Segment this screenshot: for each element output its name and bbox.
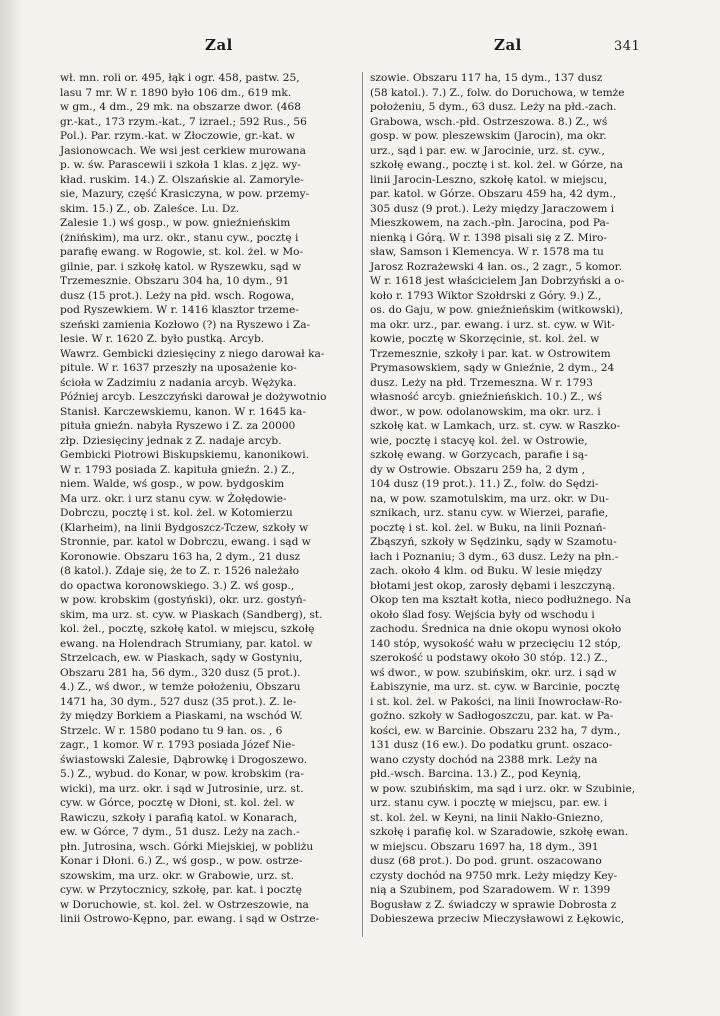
page-number: 341: [614, 39, 641, 54]
left-column-text: wł. mn. roli or. 495, łąk i ogr. 458, pastw. 25, lasu 7 mr. W r. 1890 było 106 dm., 619 mk. w gm., 4 dm., 29 mk. na obszarze dwor. (468 gr.-kat., 173 rzym.-kat., 7 izrael.; 592 Rus., 56 Pol.). Par. rzym.-kat. w Złoczowie, gr.-kat. w Jasionowcach. We wsi jest cerkiew murowana p. w. św. Parascewii i szkoła 1 klas. z jęz. wy- kład. ruskim. 14.) Z. Olszańskie al. Zamoryle- sie, Mazury, część Krasiczyna, w pow. przemy- skim. 15.) Z., ob. Zaleśce. Lu. Dz. Zalesie 1.) wś gosp., w pow. gnieźnieńskim (żnińskim), ma urz. okr., stanu cyw., pocztę i parafię ewang. w Rogowie, st. kol. żel. w Mo- gilnie, par. i szkołę katol. w Ryszewku, sąd w Trzemesznie. Obszaru 304 ha, 10 dym., 91 dusz (15 prot.). Leży na płd. wsch. Rogowa, pod Ryszewkiem. W r. 1416 klasztor trzeme- szeński zamienia Kozłowo (?) na Ryszewo i Za- lesie. W r. 1620 Z. było pustką. Arcyb. Wawrz. Gembicki dziesięciny z niego darował ka- pitule. W r. 1637 przeszły na uposażenie ko- ścioła w Zadzimiu z nadania arcyb. Wężyka. Później arcyb. Leszczyński darował je dożywotnio Stanisł. Karczewskiemu, kanon. W r. 1645 ka- pituła gnieźn. nabyła Ryszewo i Z. za 20000 złp. Dziesięciny jednak z Z. nadaje arcyb. Gembicki Piotrowi Biskupskiemu, kanonikowi. W r. 1793 posiada Z. kapituła gnieźn. 2.) Z., niem. Walde, wś gosp., w pow. bydgoskim Ma urz. okr. i urz stanu cyw. w Żołędowie- Dobrczu, pocztę i st. kol. żel. w Kotomierzu (Klarheim), na linii Bydgoszcz-Tczew, szkoły w Stronnie, par. katol w Dobrczu, ewang. i sąd w Koronowie. Obszaru 163 ha, 2 dym., 21 dusz (8 katol.). Zdaje się, że to Z. r. 1526 należało do opactwa koronowskiego. 3.) Z. wś gosp., w pow. krobskim (gostyński), okr. urz. gostyń- skim, ma urz. st. cyw. w Piaskach (Sandberg), st. kol. żel., pocztę, szkołę katol. w miejscu, szkołę ewang. na Holendrach Strumiany, par. katol. w Strzelcach, ew. w Piaskach, sądy w Gostyniu, Obszaru 281 ha, 56 dym., 320 dusz (5 prot.). 4.) Z., wś dwor., w temże położeniu, Obszaru 1471 ha, 30 dym., 527 dusz (35 prot.). Z. le- ży między Borkiem a Piaskami, na wschód W. Strzelc. W r. 1580 podano tu 9 łan. os. , 6 zagr., 1 komor. W r. 1793 posiada Józef Nie- świastowski Zalesie, Dąbrowkę i Drogoszewo. 5.) Z., wybud. do Konar, w pow. krobskim (ra- wicki), ma urz. okr. i sąd w Jutrosinie, urz. st. cyw. w Górce, pocztę w Dłoni, st. kol. żel. w Rawiczu, szkoły i parafią katol. w Konarach, ew. w Górce, 7 dym., 51 dusz. Leży na zach.- płn. Jutrosina, wsch. Górki Miejskiej, w pobliżu Konar i Dłoni. 6.) Z., wś gosp., w pow. ostrze- szowskim, ma urz. okr. w Grabowie, urz. st. cyw. w Przytocznicy, szkołę, par. kat. i pocztę w Doruchowie, st. kol. żel. w Ostrzeszowie, na linii Ostrowo-Kępno, par. ewang. i sąd w Ostrze-: [60, 72, 327, 925]
right-column-text: szowie. Obszaru 117 ha, 15 dym., 137 dusz (58 katol.). 7.) Z., folw. do Doruchowa, w temże położeniu, 5 dym., 63 dusz. Leży na płd.-zach. Grabowa, wsch.-płd. Ostrzeszowa. 8.) Z., wś gosp. w pow. pleszewskim (Jarocin), ma okr. urz., sąd i par. ew. w Jarocinie, urz. st. cyw., szkołę ewang., pocztę i st. kol. żel. w Górze, na linii Jarocin-Leszno, szkołę katol. w miejscu, par. katol. w Górze. Obszaru 459 ha, 42 dym., 305 dusz (9 prot.). Leży między Jaraczowem i Mieszkowem, na zach.-płn. Jarocina, pod Pa- nienką i Górą. W r. 1398 pisali się z Z. Miro- sław, Samson i Klemencya. W r. 1578 ma tu Jarosz Rozrażewski 4 łan. os., 2 zagr., 5 komor. W r. 1618 jest właścicielem Jan Dobrzyński a o- koło r. 1793 Wiktor Szołdrski z Góry. 9.) Z., os. do Gaju, w pow. gnieźnieńskim (witkowski), ma okr. urz., par. ewang. i urz. st. cyw. w Wit- kowie, pocztę w Skorzęcinie, st. kol. żel. w Trzemesznie, szkoły i par. kat. w Ostrowitem Prymasowskiem, sądy w Gnieźnie, 2 dym., 24 dusz. Leży na płd. Trzemeszna. W r. 1793 własność arcyb. gnieźnieńskich. 10.) Z., wś dwor., w pow. odolanowskim, ma okr. urz. i szkołę kat. w Lamkach, urz. st. cyw. w Raszko- wie, pocztę i stacyę kol. żel. w Ostrowie, szkołę ewang. w Gorzycach, parafie i są- dy w Ostrowie. Obszaru 259 ha, 2 dym , 104 dusz (19 prot.). 11.) Z., folw. do Sędzi- na, w pow. szamotulskim, ma urz. okr. w Du- sznikach, urz. stanu cyw. w Wierzei, parafie, pocztę i st. kol. żel. w Buku, na linii Poznań- Zbąszyń, szkoły w Sędzinku, sądy w Szamotu- łach i Poznaniu; 3 dym., 63 dusz. Leży na płn.- zach. około 4 klm. od Buku. W lesie między błotami jest okop, zarosły dębami i leszczyną. Okop ten ma kształt kotła, nieco podłużnego. Na około ślad fosy. Wejścia były od wschodu i zachodu. Średnica na dnie okopu wynosi około 140 stóp, wysokość wału w przecięciu 12 stóp, szerokość u podstawy około 30 stóp. 12.) Z., wś dwor., w pow. szubińskim, okr. urz. i sąd w Łabiszynie, ma urz. st. cyw. w Barcinie, pocztę i st. kol. żel. w Pakości, na linii Inowrocław-Ro- goźno. szkoły w Sadłogoszczu, par. kat. w Pa- kości, ew. w Barcinie. Obszaru 232 ha, 7 dym., 131 dusz (16 ew.). Do podatku grunt. oszaco- wano czysty dochód na 2388 mrk. Leży na płd.-wsch. Barcina. 13.) Z., pod Keynią, w pow. szubińskim, ma sąd i urz. okr. w Szubinie, urz. stanu cyw. i pocztę w miejscu, par. ew. i st. kol. żel. w Keyni, na linii Nakło-Gniezno, szkołę i parafię kol. w Szaradowie, szkołę ewan. w miejscu. Obszaru 1697 ha, 18 dym., 391 dusz (68 prot.). Do pod. grunt. oszacowano czysty dochód na 9750 mrk. Leży między Key- nią a Szubinem, pod Szaradowem. W r. 1399 Bogusław z Z. świadczy w sprawie Dobrosta z Dobieszewa przeciw Mieczysławowi z Łękowic,: [370, 72, 636, 925]
right-text-column: [370, 71, 666, 927]
left-text-column: [60, 71, 356, 927]
page-edge-shadow: [0, 0, 22, 1016]
column-divider: [362, 72, 363, 937]
running-head-left: Zal: [205, 36, 233, 54]
running-head-right: Zal: [494, 36, 522, 54]
